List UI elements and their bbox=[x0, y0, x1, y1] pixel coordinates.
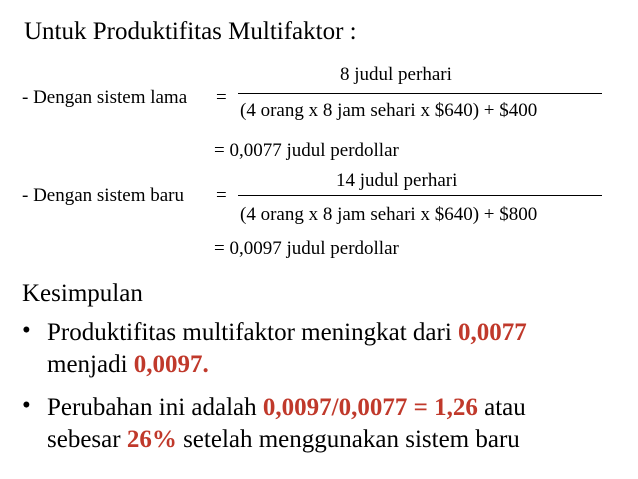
value-old-productivity: 0,0077 bbox=[458, 319, 527, 346]
sistem-baru-numerator: 14 judul perhari bbox=[336, 170, 458, 191]
bullet-2-text: Perubahan ini adalah bbox=[47, 394, 263, 421]
bullet-1-text: Produktifitas multifaktor meningkat dari bbox=[47, 319, 459, 346]
sistem-lama-numerator: 8 judul perhari bbox=[340, 64, 452, 85]
bullet-1-line-1 bbox=[47, 317, 527, 348]
value-ratio: 0,0097/0,0077 = 1,26 bbox=[262, 394, 478, 421]
sistem-baru-label: - Dengan sistem baru bbox=[22, 185, 184, 206]
bullet-1-line-2 bbox=[47, 349, 209, 380]
sistem-baru-denominator: (4 orang x 8 jam sehari x $640) + $800 bbox=[240, 204, 538, 225]
bullet-2-line-2 bbox=[47, 424, 520, 455]
sistem-lama-denominator: (4 orang x 8 jam sehari x $640) + $400 bbox=[240, 100, 538, 121]
kesimpulan-heading: Kesimpulan bbox=[22, 280, 143, 307]
bullet-1-marker: • bbox=[22, 317, 31, 344]
bullet-2-marker: • bbox=[22, 392, 31, 419]
sistem-lama-fraction-line bbox=[238, 93, 602, 94]
bullet-2-text-2: atau bbox=[477, 394, 526, 421]
sistem-lama-result: = 0,0077 judul perdollar bbox=[214, 140, 399, 161]
bullet-2-text-3: sebesar bbox=[47, 426, 127, 453]
bullet-2-line-1 bbox=[47, 392, 526, 423]
sistem-baru-fraction-line bbox=[238, 195, 602, 196]
bullet-1-text-2: menjadi bbox=[47, 351, 134, 378]
sistem-lama-equals: = bbox=[216, 87, 227, 108]
bullet-2-text-4: setelah menggunakan sistem baru bbox=[176, 426, 520, 453]
value-new-productivity: 0,0097. bbox=[133, 351, 209, 378]
page-title: Untuk Produktifitas Multifaktor : bbox=[24, 18, 357, 45]
sistem-lama-label: - Dengan sistem lama bbox=[22, 87, 188, 108]
value-percent-change: 26% bbox=[126, 426, 177, 453]
sistem-baru-equals: = bbox=[216, 185, 227, 206]
sistem-baru-result: = 0,0097 judul perdollar bbox=[214, 238, 399, 259]
